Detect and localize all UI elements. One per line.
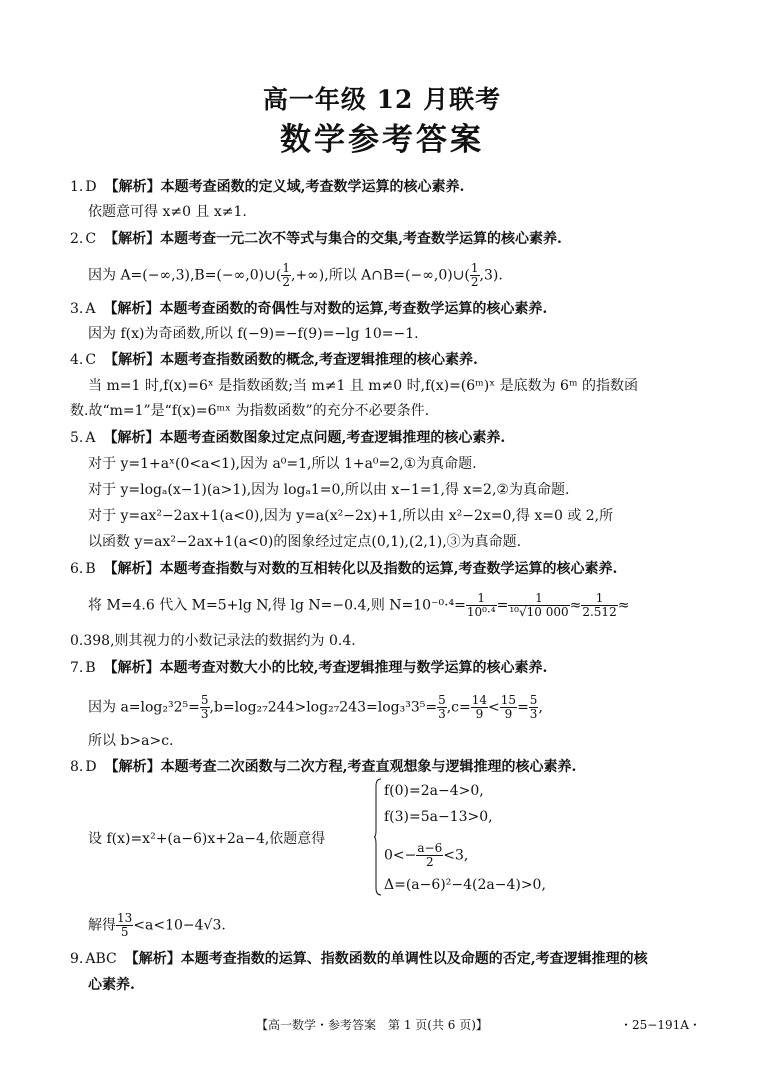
explanation-line: 所以 b>a>c. <box>88 733 174 749</box>
explanation-line: 对于 y=logₐ(x−1)(a>1),因为 logₐ1=0,所以由 x−1=1,得 x=2,②为真命题. <box>88 482 570 498</box>
fraction: $\frac{a-6}{2}$ <box>417 841 443 869</box>
question-1-header: 1. D 【解析】本题考查函数的定义域,考查数学运算的核心素养. <box>70 179 465 195</box>
answer: B <box>85 561 96 577</box>
inequality-case: f(0)=2a−4>0, <box>384 783 484 799</box>
explanation-line: 解得 $\frac{13}{5}$ <a<10−4√3. <box>88 911 226 939</box>
explanation-line: 因为 a=log₂³2⁵= $\frac{5}{3}$ ,b=log₂₇244>log₂₇243=log₃³3⁵= $\frac{5}{3}$ ,c= $\frac{14}{9}$ < $\frac{15}{9}$ = $\frac{5}{3}$ , <box>88 693 543 721</box>
explanation-line: 因为 A=(−∞,3),B=(−∞,0)∪( $\frac{1}{2}$ ,+∞),所以 A∩B=(−∞,0)∪( $\frac{1}{2}$ ,3). <box>88 261 503 289</box>
explanation-line: 心素养. <box>88 977 135 993</box>
explanation-line: 对于 y=ax²−2ax+1(a<0),因为 y=a(x²−2x)+1,所以由 x²−2x=0,得 x=0 或 2,所 <box>88 508 614 524</box>
question-3-header: 3. A 【解析】本题考查函数的奇偶性与对数的运算,考查数学运算的核心素养. <box>70 301 548 317</box>
explanation-line: 以函数 y=ax²−2ax+1(a<0)的图象经过定点(0,1),(2,1),③为真命题. <box>88 534 522 550</box>
inequality-case: 0<− $\frac{a-6}{2}$ <3, <box>384 841 469 869</box>
question-8-header: 8. D 【解析】本题考查二次函数与二次方程,考查直观想象与逻辑推理的核心素养. <box>70 759 577 775</box>
explanation-line: 对于 y=1+aˣ(0<a<1),因为 a⁰=1,所以 1+a⁰=2,①为真命题. <box>88 456 477 472</box>
question-2-header: 2. C 【解析】本题考查一元二次不等式与集合的交集,考查数学运算的核心素养. <box>70 231 562 247</box>
explanation-line: 当 m=1 时,f(x)=6ˣ 是指数函数;当 m≠1 且 m≠0 时,f(x)=(6ᵐ)ˣ 是底数为 6ᵐ 的指数函 <box>88 378 639 394</box>
inequality-case: Δ=(a−6)²−4(2a−4)>0, <box>384 877 546 893</box>
answer: B <box>85 660 96 676</box>
footer-page-info: 【高一数学・参考答案 第 1 页(共 6 页)】 <box>256 1018 488 1032</box>
fraction: $\frac{13}{5}$ <box>117 911 133 939</box>
answer: D <box>85 759 97 775</box>
answer: D <box>85 179 97 195</box>
answer: C <box>85 352 97 368</box>
answer: C <box>85 231 97 247</box>
fraction: $\frac{1}{\text{10⁰·⁴}}$ <box>466 591 496 619</box>
explanation-line: 将 M=4.6 代入 M=5+lg N,得 lg N=−0.4,则 N=10⁻⁰·⁴= $\frac{1}{\text{10⁰·⁴}}$ = $\frac{1}{\text{¹⁰√10 000}}$ ≈ $\frac{1}{2.512}$ ≈ <box>88 591 630 619</box>
fraction: $\frac{5}{3}$ <box>200 693 209 721</box>
question-7-header: 7. B 【解析】本题考查对数大小的比较,考查逻辑推理与数学运算的核心素养. <box>70 660 548 676</box>
fraction: $\frac{5}{3}$ <box>438 693 446 721</box>
fraction: $\frac{1}{\text{¹⁰√10 000}}$ <box>509 591 569 619</box>
fraction: $\frac{15}{9}$ <box>500 693 517 721</box>
answer: ABC <box>85 951 117 967</box>
footer-code: ・25−191A・ <box>620 1018 701 1032</box>
fraction: $\frac{1}{2}$ <box>282 261 290 289</box>
answer: A <box>85 301 96 317</box>
inequality-system <box>374 778 704 896</box>
exam-title: 高一年级 12 月联考 <box>262 85 502 114</box>
explanation-line: 依题意可得 x≠0 且 x≠1. <box>88 204 247 220</box>
inequality-case: f(3)=5a−13>0, <box>384 809 493 825</box>
explanation-line: 设 f(x)=x²+(a−6)x+2a−4,依题意得 <box>88 831 326 847</box>
fraction: $\frac{14}{9}$ <box>471 693 488 721</box>
explanation-line: 0.398,则其视力的小数记录法的数据约为 0.4. <box>70 633 356 649</box>
fraction: $\frac{5}{3}$ <box>529 693 538 721</box>
explanation-line: 数.故“m=1”是“f(x)=6ᵐˣ 为指数函数”的充分不必要条件. <box>70 403 430 419</box>
fraction: $\frac{1}{2}$ <box>470 261 479 289</box>
question-4-header: 4. C 【解析】本题考查指数函数的概念,考查逻辑推理的核心素养. <box>70 352 478 368</box>
question-5-header: 5. A 【解析】本题考查函数图象过定点问题,考查逻辑推理的核心素养. <box>70 430 506 446</box>
question-9-header: 9. ABC 【解析】本题考查指数的运算、指数函数的单调性以及命题的否定,考查逻辑推理的核 <box>70 951 648 967</box>
left-brace <box>374 778 382 896</box>
question-6-header: 6. B 【解析】本题考查指数与对数的互相转化以及指数的运算,考查数学运算的核心素养. <box>70 561 618 577</box>
answer: A <box>85 430 96 446</box>
fraction: $\frac{1}{2.512}$ <box>582 591 617 619</box>
answer-title: 数学参考答案 <box>280 122 484 158</box>
explanation-line: 因为 f(x)为奇函数,所以 f(−9)=−f(9)=−lg 10=−1. <box>88 326 419 342</box>
